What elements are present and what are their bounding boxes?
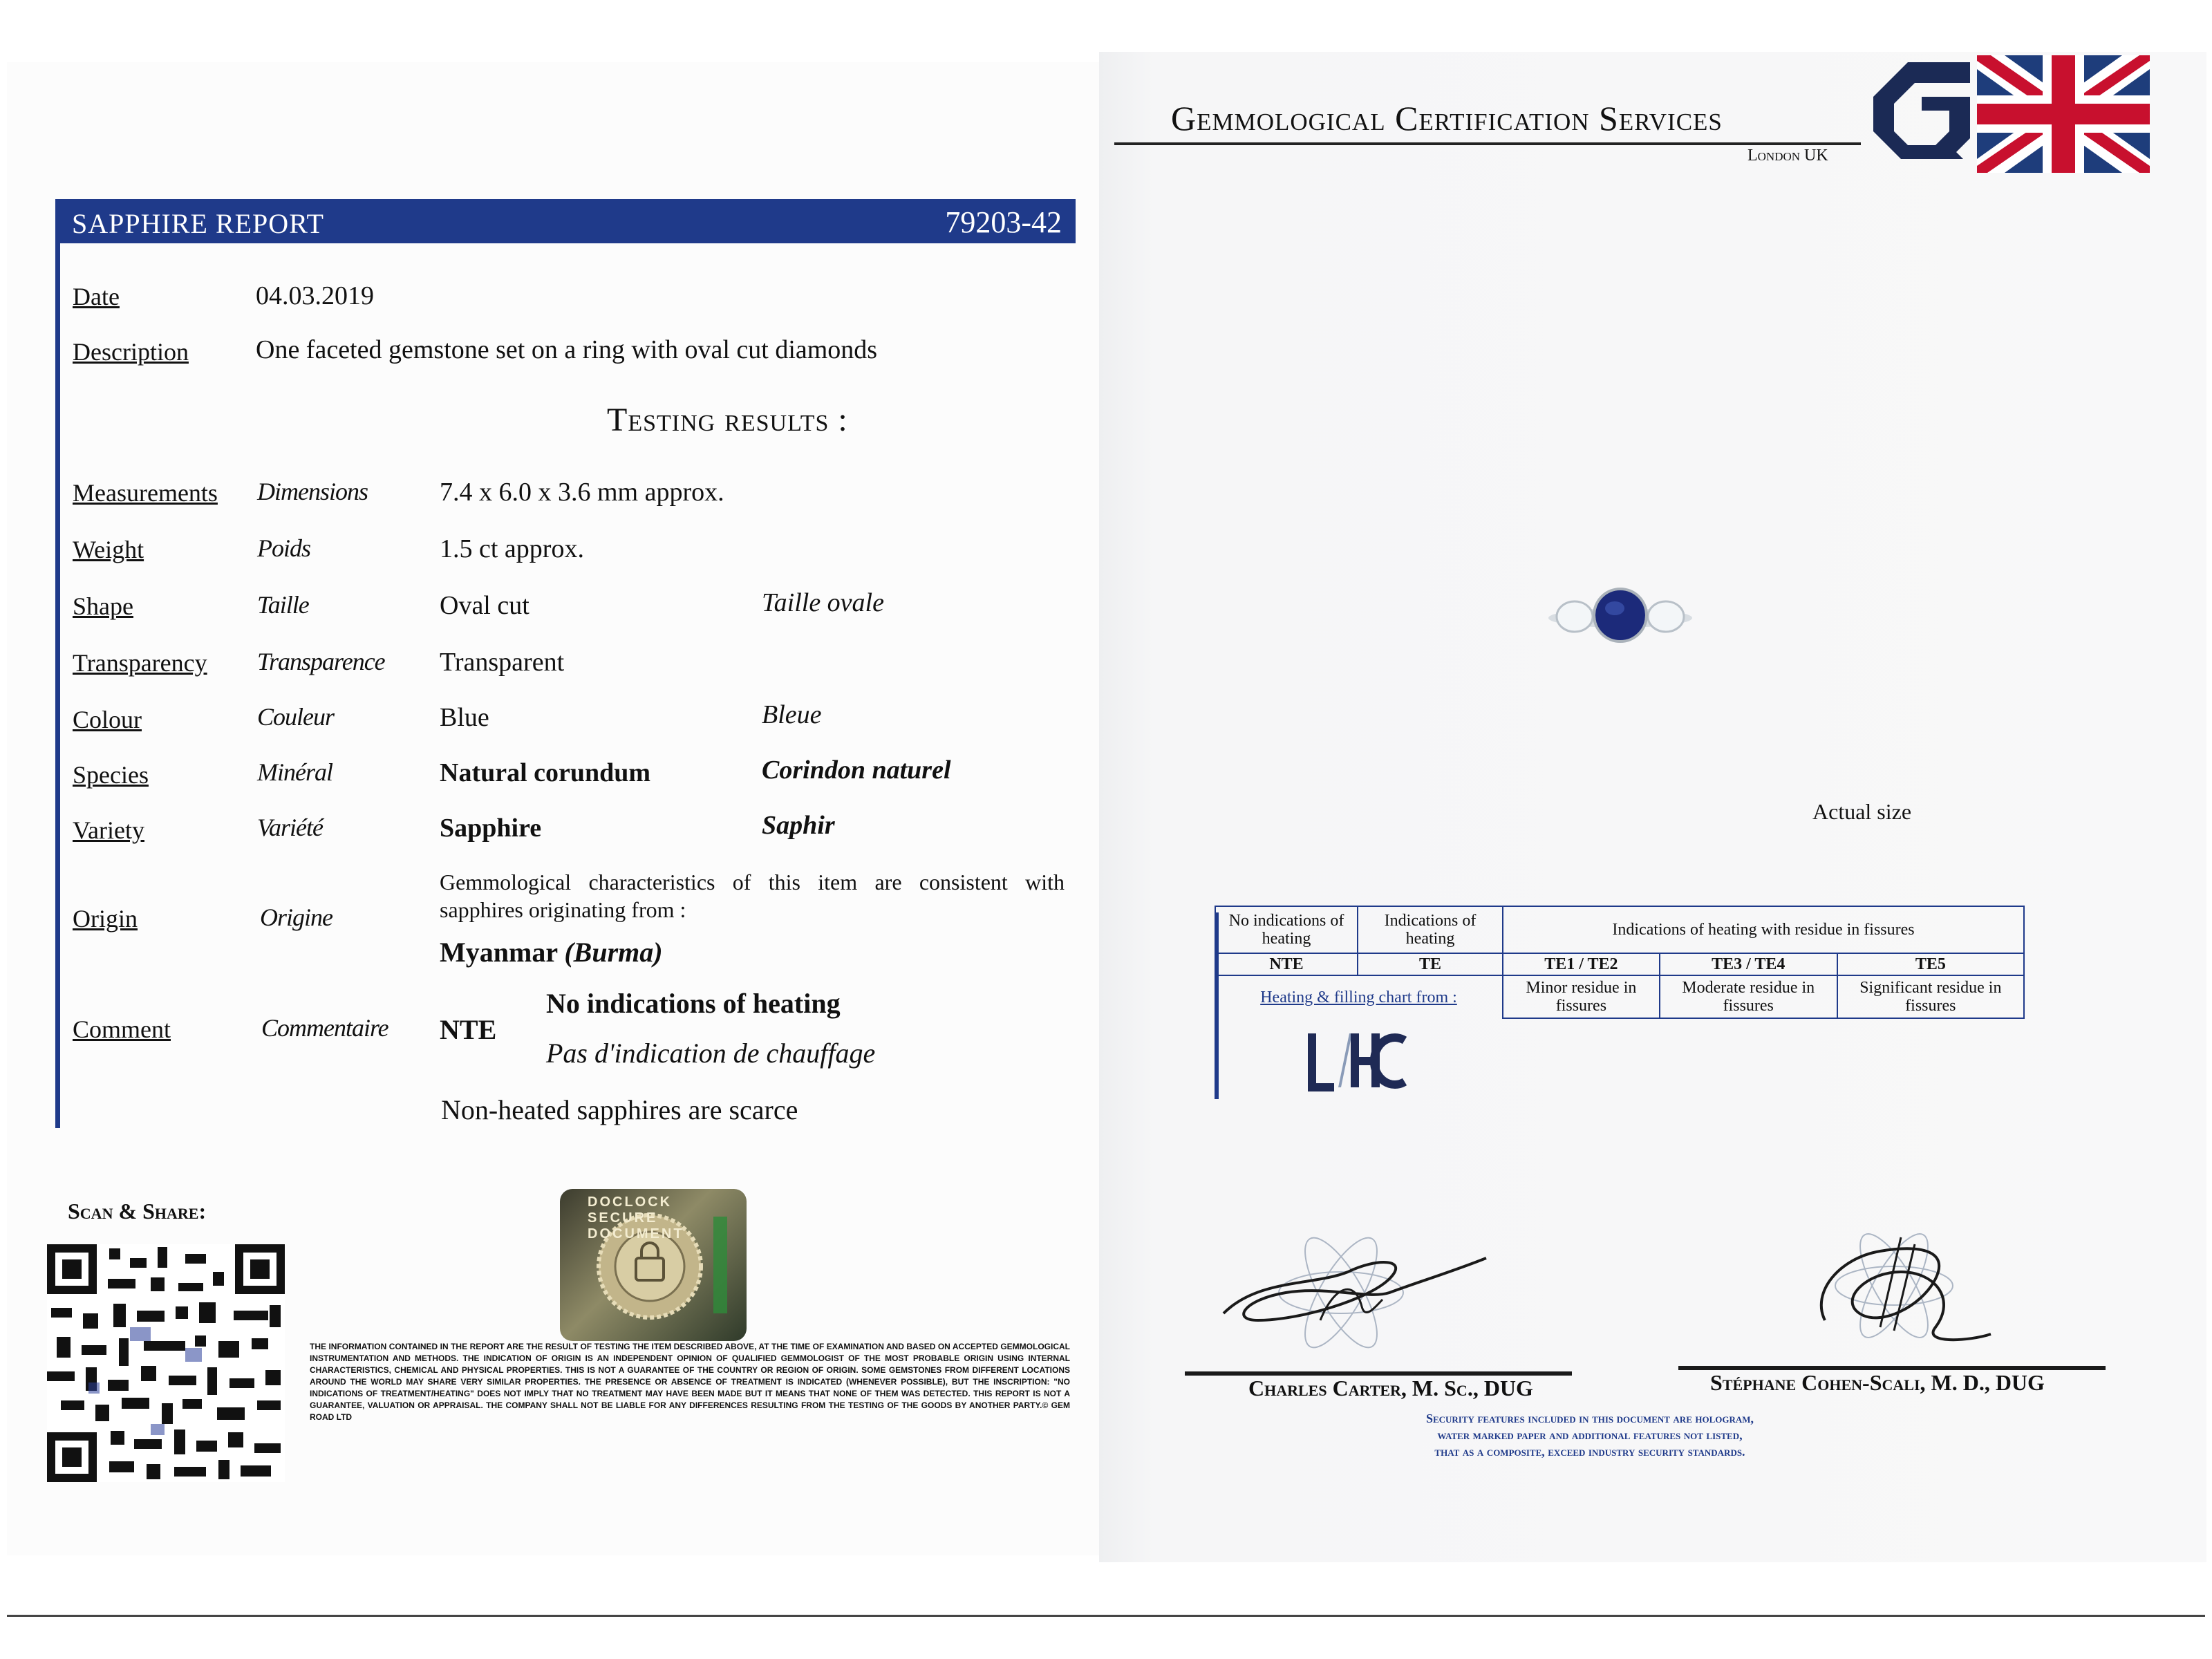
heating-chart-link[interactable]: Heating & filling chart from : (1260, 988, 1457, 1006)
sapphire-ring-photo (1544, 582, 1696, 651)
row-label: Colour (73, 706, 142, 733)
comment-value-fr: Pas d'indication de chauffage (546, 1038, 876, 1069)
row-label-fr: Variété (257, 814, 323, 841)
row-value-fr: Corindon naturel (762, 756, 951, 785)
scan-share-label: Scan & Share: (68, 1199, 207, 1224)
heat-code-te3-te4: TE3 / TE4 (1660, 953, 1837, 975)
company-name: Gemmological Certification Services (1171, 99, 1723, 138)
heat-code-te5: TE5 (1837, 953, 2024, 975)
comment-note: Non-heated sapphires are scarce (441, 1094, 798, 1125)
gcs-logo (1866, 55, 2150, 176)
origin-country-name: Myanmar (440, 937, 558, 968)
doclock-seal (560, 1189, 747, 1341)
origin-text: Gemmological characteristics of this item are consistent with sapphires originating from : (440, 870, 1065, 922)
heat-code-nte: NTE (1215, 953, 1358, 975)
comment-value: No indications of heating (546, 988, 841, 1019)
qr-code[interactable] (47, 1244, 285, 1482)
testing-results-title: Testing results : (607, 402, 848, 438)
date-value: 04.03.2019 (256, 281, 374, 310)
description-value: One faceted gemstone set on a ring with oval cut diamonds (256, 335, 878, 364)
row-label: Shape (73, 592, 133, 620)
row-value: Sapphire (440, 814, 542, 843)
row-value: Blue (440, 703, 489, 732)
disclaimer-text: THE INFORMATION CONTAINED IN THE REPORT ARE THE RESULT OF TESTING THE ITEM DESCRIBED ABOVE, AT THE TIME OF EXAMINATION AND BASED ON ACCEPTED GEMMOLOGICAL INSTRUMENTATION AND METHODS. THE INDICATION OF ORIGIN IS AN INDEPENDENT OPINION OF QUALIFIED GEMMOLOGIST OF THE MOST PROBABLE ORIGIN USING INTERNAL CHARACTERISTICS, CHEMICAL AND PHYSICAL PROPERTIES. THIS IS NOT A GUARANTEE OF THE COUNTRY OR REGION OF ORIGIN. SOME GEMSTONES FROM DIFFERENT LOCATIONS AROUND THE WORLD MAY SHARE VERY SIMILAR PROPERTIES. THE PRESENCE OR ABSENCE OF TREATMENT IS INDICATED (WHENEVER POSSIBLE), BUT THE INSCRIPTION: "NO INDICATIONS OF TREATMENT/HEATING" DOES NOT IMPLY THAT NO TREATMENT MAY HAVE BEEN MADE BUT IT MEANS THAT NONE OF THEM WAS DETECTED. THIS REPORT IS NOT A GUARANTEE, VALUATION OR APPRAISAL. THE COMPANY SHALL NOT BE LIABLE FOR ANY DIFFERENCES RESULTING FROM THE TESTING OF THE GOODS BY ANOTHER PARTY.© GEM ROAD LTD (310, 1342, 1070, 1422)
row-label: Weight (73, 536, 144, 563)
origin-country (440, 936, 663, 968)
row-value: Transparent (440, 648, 565, 677)
company-location: London UK (1747, 147, 1828, 165)
security-note-line3: that as a composite, exceed industry security standards. (1434, 1445, 1745, 1459)
signature-left (1217, 1217, 1493, 1369)
row-value-fr: Saphir (762, 811, 835, 840)
security-note (1313, 1410, 1866, 1460)
seal-text: DOCLOCK SECURE DOCUMENT (588, 1194, 684, 1241)
bottom-rule (7, 1615, 2205, 1617)
row-label: Measurements (73, 479, 218, 507)
security-note-line2: water marked paper and additional features not listed, (1437, 1428, 1743, 1442)
header-rule (1114, 142, 1861, 145)
row-label: Species (73, 761, 149, 789)
description-label: Description (73, 338, 189, 366)
lhc-logo (1306, 1027, 1410, 1103)
comment-label-fr: Commentaire (261, 1014, 388, 1042)
row-label: Transparency (73, 649, 207, 677)
origin-label: Origin (73, 905, 138, 932)
row-value-fr: Taille ovale (762, 588, 884, 617)
row-label-fr: Poids (257, 534, 311, 562)
row-label-fr: Taille (257, 591, 309, 619)
report-number: 79203-42 (945, 205, 1062, 239)
date-label: Date (73, 283, 120, 310)
row-label-fr: Minéral (257, 758, 332, 786)
heat-desc-significant: Significant residue in fissures (1837, 975, 2024, 1018)
heat-col-indications: Indications of heating (1358, 906, 1503, 953)
signature-right-name: Stéphane Cohen-Scali, M. D., DUG (1710, 1370, 2045, 1395)
comment-label: Comment (73, 1015, 171, 1043)
heat-col-residue: Indications of heating with residue in fissures (1503, 906, 2024, 953)
signature-right (1797, 1210, 2005, 1369)
photo-caption: Actual size (1812, 799, 1912, 824)
row-label-fr: Couleur (257, 703, 335, 731)
row-value-fr: Bleue (762, 700, 822, 729)
report-header-bar (55, 199, 1076, 243)
comment-code: NTE (440, 1014, 497, 1045)
row-label-fr: Dimensions (257, 478, 368, 505)
heat-code-te: TE (1358, 953, 1503, 975)
security-note-line1: Security features included in this document are hologram, (1425, 1412, 1754, 1425)
heat-desc-minor: Minor residue in fissures (1503, 975, 1660, 1018)
heat-code-te1-te2: TE1 / TE2 (1503, 953, 1660, 975)
origin-label-fr: Origine (260, 903, 332, 931)
heat-desc-moderate: Moderate residue in fissures (1660, 975, 1837, 1018)
row-value: 1.5 ct approx. (440, 534, 584, 563)
row-value: Natural corundum (440, 758, 651, 787)
left-blue-rule (55, 243, 60, 1128)
row-label: Variety (73, 816, 144, 844)
row-value: 7.4 x 6.0 x 3.6 mm approx. (440, 478, 724, 507)
report-title: SAPPHIRE REPORT (72, 208, 324, 239)
row-value: Oval cut (440, 591, 529, 620)
row-label-fr: Transparence (257, 648, 385, 675)
heating-table (1215, 906, 2025, 1027)
signature-left-name: Charles Carter, M. Sc., DUG (1248, 1376, 1533, 1400)
heat-col-no-indications: No indications of heating (1215, 906, 1358, 953)
origin-country-alt: (Burma) (564, 937, 663, 968)
